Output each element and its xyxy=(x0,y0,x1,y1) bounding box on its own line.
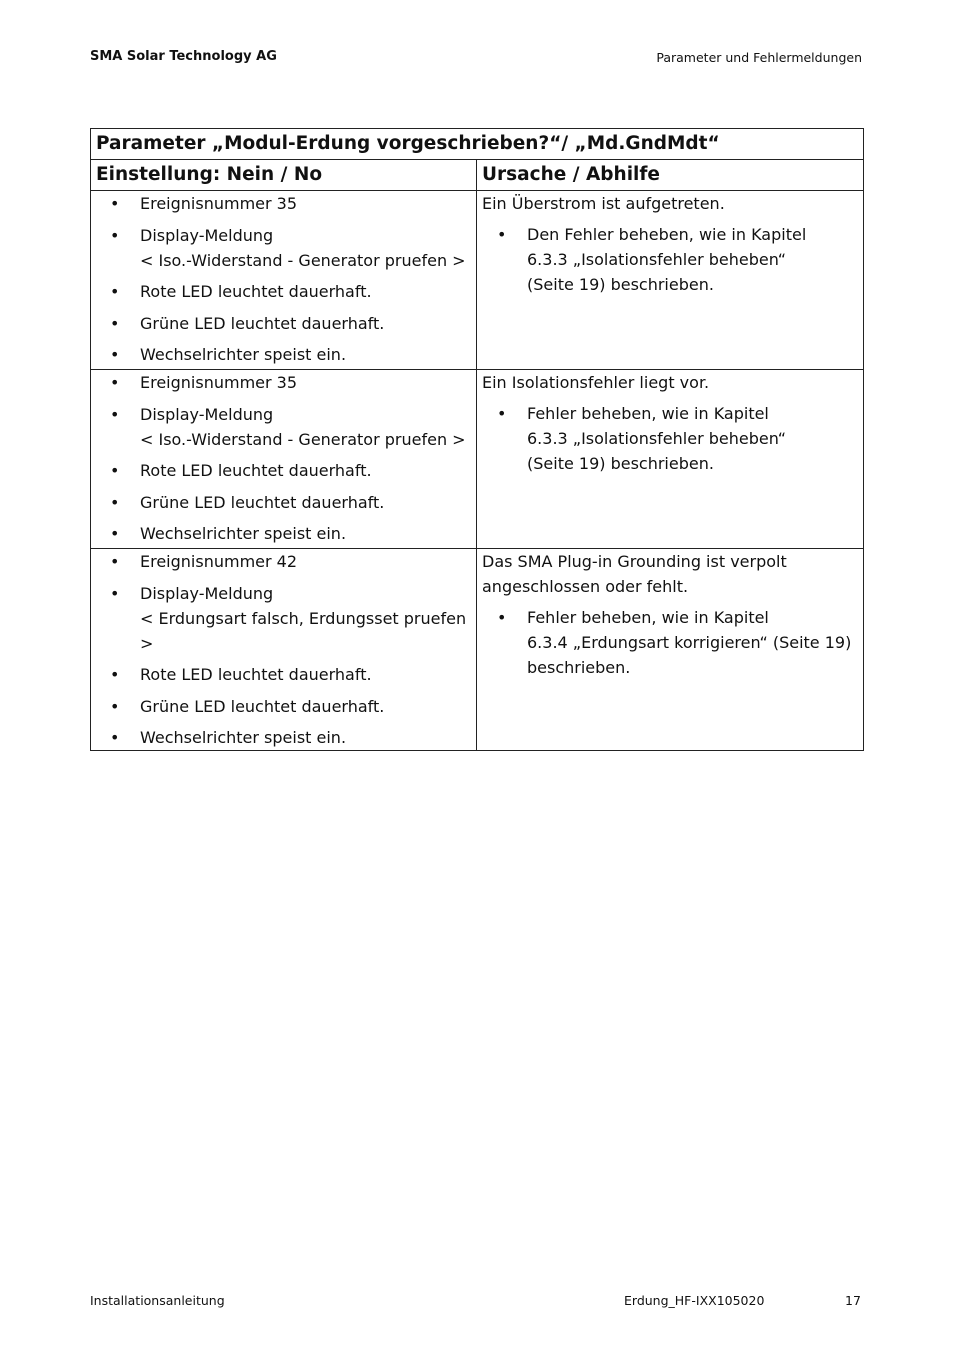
remedy-line: (Seite 19) beschrieben. xyxy=(527,275,714,294)
symptom-list xyxy=(96,549,471,750)
symptom-text: • Rote LED leuchtet dauerhaft. xyxy=(140,461,372,480)
symptom-text: • Ereignisnummer 35 xyxy=(140,373,298,392)
symptom-text: • Ereignisnummer 42 xyxy=(140,552,298,571)
table-row xyxy=(91,549,864,751)
table-title: Parameter „Modul-Erdung vorgeschrieben?“/ „Md.GndMdt“ xyxy=(91,129,864,160)
cause-cell xyxy=(477,549,864,751)
symptom-item xyxy=(96,694,471,719)
symptom-list xyxy=(96,191,471,367)
remedy-line: 6.3.3 „Isolationsfehler beheben“ xyxy=(527,250,786,269)
symptom-text: • Grüne LED leuchtet dauerhaft. xyxy=(140,696,385,716)
column-header-setting: Einstellung: Nein / No xyxy=(91,160,477,191)
cause-line: Ein Isolationsfehler liegt vor. xyxy=(482,373,710,392)
cause-cell xyxy=(477,370,864,549)
symptom-item xyxy=(96,311,471,336)
remedy-line: • Den Fehler beheben, wie in Kapitel xyxy=(527,225,807,244)
symptom-item xyxy=(96,402,471,452)
symptom-text: < Erdungsart falsch, Erdungsset pruefen > xyxy=(140,608,467,653)
symptom-item xyxy=(96,370,471,395)
table-row xyxy=(91,370,864,549)
symptom-item xyxy=(96,279,471,304)
symptom-text: • Wechselrichter speist ein. xyxy=(140,524,347,543)
remedy-item xyxy=(482,605,858,680)
symptom-text: • Display-Meldung xyxy=(140,225,274,245)
symptom-item xyxy=(96,725,471,750)
setting-cell xyxy=(91,191,477,370)
footer-doc-type: Installationsanleitung xyxy=(90,1293,225,1308)
symptom-text: • Display-Meldung xyxy=(140,404,274,424)
symptom-item xyxy=(96,521,471,546)
symptom-text: • Rote LED leuchtet dauerhaft. xyxy=(140,665,372,684)
symptom-item xyxy=(96,223,471,273)
symptom-text: < Iso.-Widerstand - Generator pruefen > xyxy=(140,250,466,270)
symptom-text: • Rote LED leuchtet dauerhaft. xyxy=(140,282,372,301)
remedy-line: • Fehler beheben, wie in Kapitel xyxy=(527,404,769,423)
symptom-item xyxy=(96,342,471,367)
symptom-item xyxy=(96,581,471,656)
remedy-line: 6.3.4 „Erdungsart korrigieren“ (Seite 19) xyxy=(527,633,852,652)
remedy-item xyxy=(482,222,858,297)
remedy-line: (Seite 19) beschrieben. xyxy=(527,454,714,473)
symptom-item xyxy=(96,662,471,687)
remedy-line: 6.3.3 „Isolationsfehler beheben“ xyxy=(527,429,786,448)
page-number: 17 xyxy=(845,1293,861,1308)
symptom-text: • Wechselrichter speist ein. xyxy=(140,345,347,364)
remedy-item xyxy=(482,401,858,476)
cause-cell xyxy=(477,191,864,370)
symptom-text: • Grüne LED leuchtet dauerhaft. xyxy=(140,313,385,333)
footer-doc-id: Erdung_HF-IXX105020 xyxy=(624,1293,765,1308)
header-section: Parameter und Fehlermeldungen xyxy=(656,50,862,65)
remedy-line: • Fehler beheben, wie in Kapitel xyxy=(527,608,769,627)
cause-text xyxy=(482,370,858,395)
cause-text xyxy=(482,549,858,599)
header-company: SMA Solar Technology AG xyxy=(90,49,277,64)
cause-line: angeschlossen oder fehlt. xyxy=(482,577,689,596)
symptom-item xyxy=(96,490,471,515)
symptom-text: • Display-Meldung xyxy=(140,583,274,603)
column-header-cause: Ursache / Abhilfe xyxy=(477,160,864,191)
symptom-item xyxy=(96,549,471,574)
setting-cell xyxy=(91,370,477,549)
symptom-text: • Ereignisnummer 35 xyxy=(140,194,298,213)
symptom-text: • Grüne LED leuchtet dauerhaft. xyxy=(140,492,385,512)
cause-text xyxy=(482,191,858,216)
parameter-table xyxy=(90,128,864,751)
cause-line: Ein Überstrom ist aufgetreten. xyxy=(482,194,725,213)
symptom-text: < Iso.-Widerstand - Generator pruefen > xyxy=(140,429,466,449)
symptom-item xyxy=(96,191,471,216)
cause-line: Das SMA Plug-in Grounding ist verpolt xyxy=(482,552,787,571)
setting-cell xyxy=(91,549,477,751)
table-row xyxy=(91,191,864,370)
symptom-item xyxy=(96,458,471,483)
symptom-text: • Wechselrichter speist ein. xyxy=(140,728,347,747)
symptom-list xyxy=(96,370,471,546)
remedy-line: beschrieben. xyxy=(527,658,631,677)
